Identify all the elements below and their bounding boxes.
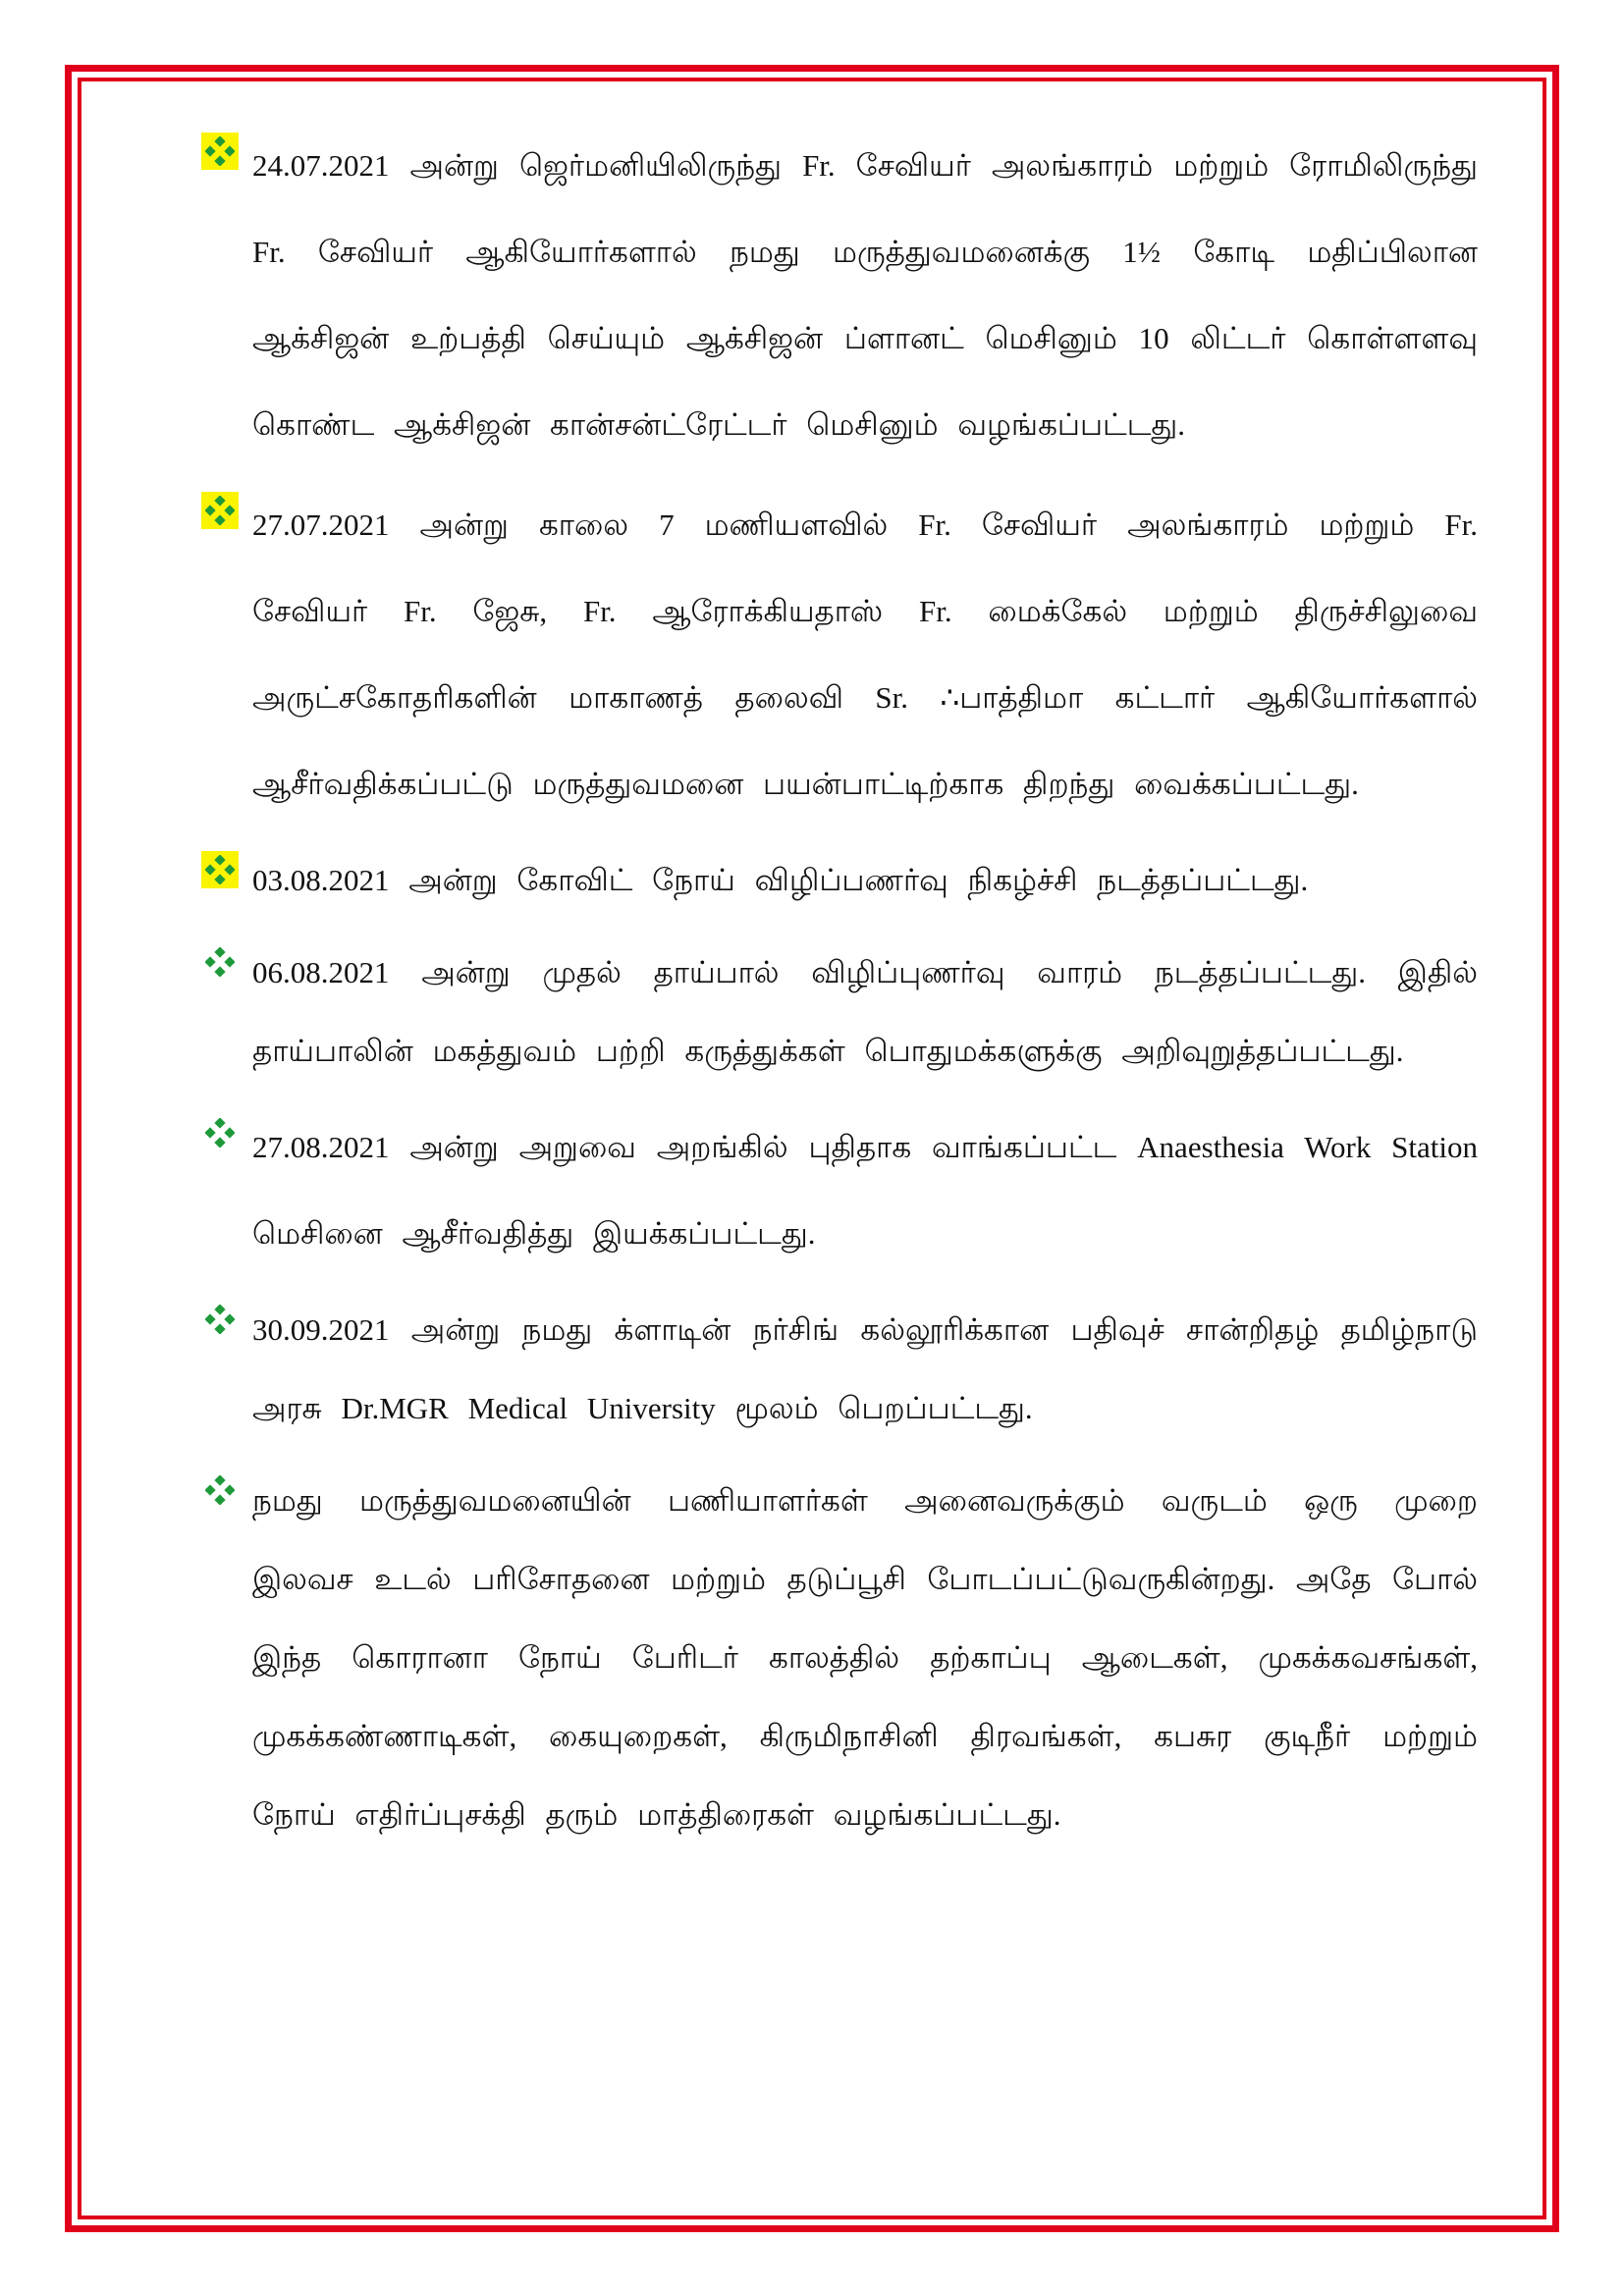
diamond-bullet-icon <box>201 133 239 170</box>
list-item <box>201 841 1478 920</box>
list-item-text: 30.09.2021 அன்று நமது க்ளாடின் நர்சிங் கல்லூரிக்கான பதிவுச் சான்றிதழ் தமிழ்நாடு அரசு Dr.MGR Medical University மூலம் பெறப்பட்டது. <box>252 1312 1478 1425</box>
list-item-text: 27.07.2021 அன்று காலை 7 மணியளவில் Fr. சேவியர் அலங்காரம் மற்றும் Fr. சேவியர் Fr. ஜேசு, Fr. ஆரோக்கியதாஸ் Fr. மைக்கேல் மற்றும் திருச்சிலுவை அருட்சகோதரிகளின் மாகாணத் தலைவி Sr. ∴பாத்திமா கட்டார் ஆகியோர்களால் ஆசீர்வதிக்கப்பட்டு மருத்துவமனை பயன்பாட்டிற்காக திறந்து வைக்கப்பட்டது. <box>252 507 1478 801</box>
list-item-text: நமது மருத்துவமனையின் பணியாளர்கள் அனைவருக்கும் வருடம் ஒரு முறை இலவச உடல் பரிசோதனை மற்றும் தடுப்பூசி போடப்பட்டுவருகின்றது. அதே போல் இந்த கொரானா நோய் பேரிடர் காலத்தில் தற்காப்பு ஆடைகள், முகக்கவசங்கள், முகக்கண்ணாடிகள், கையுறைகள், கிருமிநாசினி திரவங்கள், கபசுர குடிநீர் மற்றும் நோய் எதிர்ப்புசக்தி தரும் மாத்திரைகள் வழங்கப்பட்டது. <box>252 1483 1478 1832</box>
diamond-bullet-icon <box>201 943 239 981</box>
list-item <box>201 1462 1478 1854</box>
list-item-text: 27.08.2021 அன்று அறுவை அறங்கில் புதிதாக வாங்கப்பட்ட Anaesthesia Work Station மெசினை ஆசீர்வதித்து இயக்கப்பட்டது. <box>252 1130 1478 1251</box>
list-item <box>201 934 1478 1091</box>
document-body <box>201 123 1478 1868</box>
list-item-text: 06.08.2021 அன்று முதல் தாய்பால் விழிப்புணர்வு வாரம் நடத்தப்பட்டது. இதில் தாய்பாலின் மகத்துவம் பற்றி கருத்துக்கள் பொதுமக்களுக்கு அறிவுறுத்தப்பட்டது. <box>252 955 1478 1068</box>
list-item-text: 24.07.2021 அன்று ஜெர்மனியிலிருந்து Fr. சேவியர் அலங்காரம் மற்றும் ரோமிலிருந்து Fr. சேவியர் ஆகியோர்களால் நமது மருத்துவமனைக்கு 1½ கோடி மதிப்பிலான ஆக்சிஜன் உற்பத்தி செய்யும் ஆக்சிஜன் ப்ளானட் மெசினும் 10 லிட்டர் கொள்ளளவு கொண்ட ஆக்சிஜன் கான்சன்ட்ரேட்டர் மெசினும் வழங்கப்பட்டது. <box>252 148 1478 442</box>
list-item <box>201 1104 1478 1277</box>
diamond-bullet-icon <box>201 851 239 888</box>
list-item-text: 03.08.2021 அன்று கோவிட் நோய் விழிப்பணர்வு நிகழ்ச்சி நடத்தப்பட்டது. <box>252 863 1309 897</box>
diamond-bullet-icon <box>201 1114 239 1151</box>
list-item <box>201 123 1478 468</box>
diamond-bullet-icon <box>201 1301 239 1338</box>
diamond-bullet-icon <box>201 492 239 529</box>
diamond-bullet-icon <box>201 1471 239 1509</box>
list-item <box>201 482 1478 828</box>
list-item <box>201 1291 1478 1448</box>
